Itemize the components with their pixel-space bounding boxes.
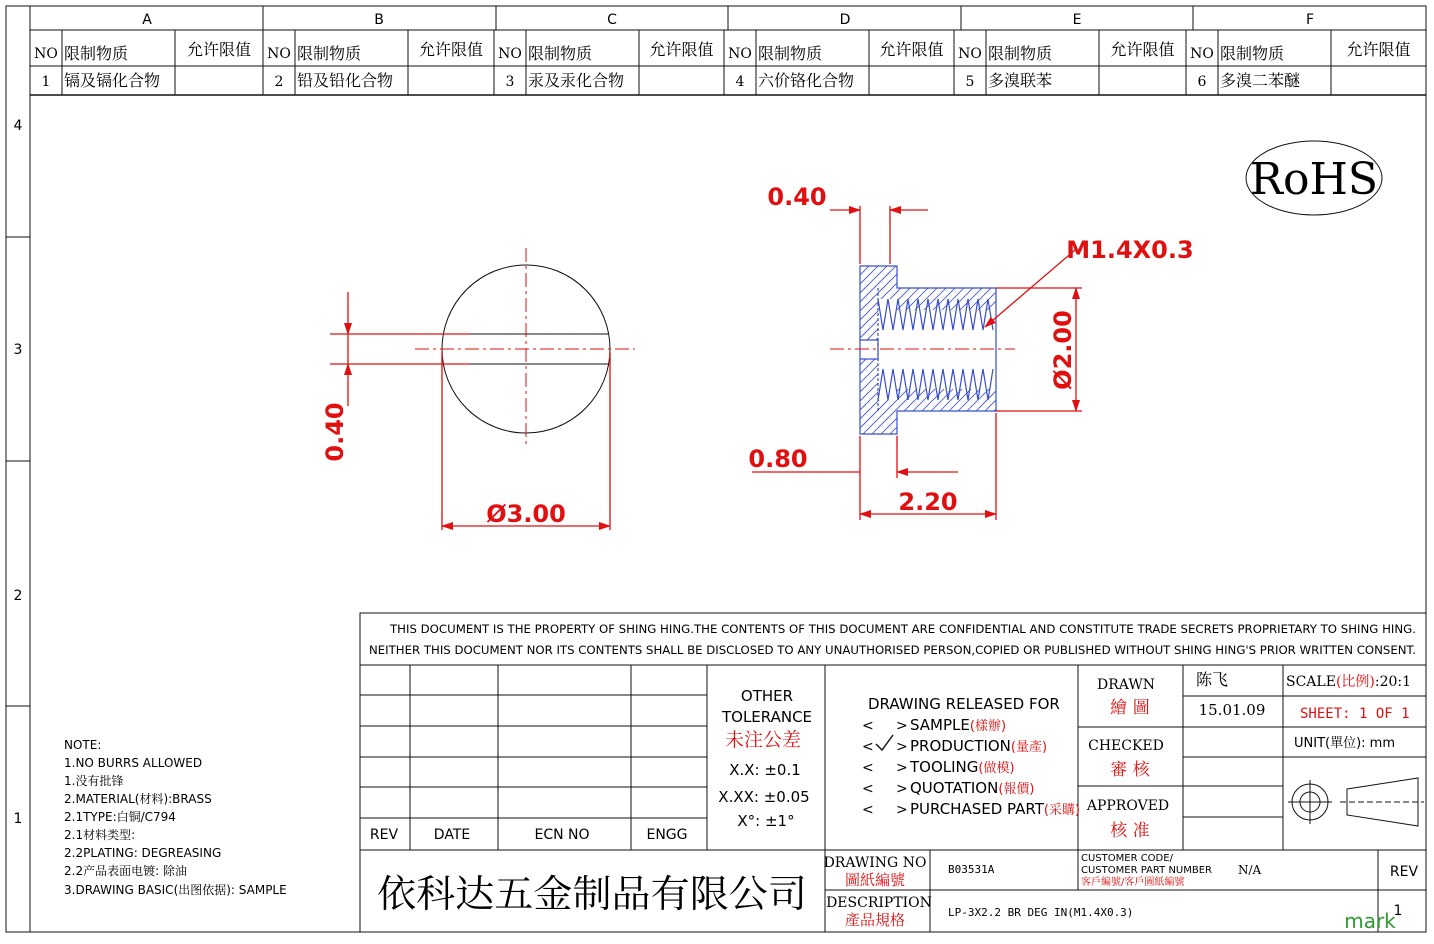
tolerance-title-1: OTHER	[740, 687, 794, 705]
front-diameter-dimension: Ø3.00	[486, 500, 566, 528]
release-bracket-open: <	[862, 760, 874, 776]
sheet-label: SHEET: 1 OF 1	[1300, 706, 1410, 722]
release-bracket-open: <	[862, 718, 874, 734]
release-item	[910, 779, 1034, 797]
drawing-no-label: DRAWING NO	[823, 855, 927, 871]
tolerance-title-cn: 未注公差	[724, 729, 802, 751]
release-item-label: SAMPLE	[910, 716, 970, 734]
table-row-substance: 六价铬化合物	[758, 71, 855, 90]
overall-length-dimension: 2.20	[898, 488, 958, 516]
tolerance-xxx: X.XX: ±0.05	[718, 788, 810, 806]
zone-label-3: 3	[13, 342, 23, 358]
customer-code-label-2: CUSTOMER PART NUMBER	[1081, 865, 1212, 876]
scale-sheet-block	[1286, 674, 1411, 751]
release-bracket-open: <	[862, 739, 874, 755]
notes	[64, 738, 287, 897]
drawn-label: DRAWN	[1097, 677, 1155, 693]
release-item	[910, 716, 1006, 734]
restricted-substances-table	[30, 66, 1426, 95]
note-line: 3.DRAWING BASIC(出图依据): SAMPLE	[64, 883, 287, 897]
table-header-no: NO	[34, 46, 58, 62]
rev-header: REV	[369, 827, 399, 843]
scale-value: :20:1	[1374, 674, 1412, 690]
tolerance-degree: X°: ±1°	[737, 812, 795, 830]
table-row-substance: 多溴二苯醚	[1220, 71, 1301, 90]
table-header-limit: 允许限值	[879, 40, 944, 59]
table-header-substance: 限制物质	[758, 44, 823, 63]
table-row-no: 2	[274, 74, 284, 90]
table-header-substance: 限制物质	[988, 44, 1053, 63]
table-row-no: 5	[965, 74, 975, 90]
table-row-substance: 汞及汞化合物	[528, 71, 625, 90]
svg-text:SCALE(比例):20:1	[1286, 674, 1411, 690]
rohs-mark	[1246, 141, 1382, 215]
description-label: DESCRIPTION	[826, 895, 932, 911]
note-line: 1.没有批锋	[64, 774, 124, 788]
zone-label-f: F	[1305, 12, 1315, 28]
tolerance-block	[718, 687, 812, 830]
description-label-cn: 產品規格	[844, 911, 906, 929]
zone-label-b: B	[374, 12, 384, 28]
tolerance-xx: X.X: ±0.1	[729, 761, 801, 779]
tolerance-title-2: TOLERANCE	[721, 708, 813, 726]
note-line: 2.1TYPE:白铜/C794	[64, 810, 176, 824]
zone-label-1: 1	[13, 811, 23, 827]
table-header-limit: 允许限值	[418, 40, 484, 59]
release-item-cn: (樣辦)	[969, 719, 1007, 734]
release-bracket-close: >	[896, 760, 908, 776]
table-row-substance: 铅及铅化合物	[297, 71, 394, 90]
table-header-limit: 允许限值	[186, 40, 252, 59]
customer-code-label-cn: 客戶編號/客戶圖紙編號	[1081, 877, 1185, 888]
approved-label: APPROVED	[1086, 798, 1170, 814]
drawn-label-cn: 繪 圖	[1110, 698, 1150, 718]
projection-symbol-icon	[1288, 778, 1424, 826]
release-item-cn: (量產)	[1010, 740, 1048, 755]
release-item	[910, 800, 1080, 818]
zone-row-labels	[14, 118, 23, 827]
table-header-no: NO	[498, 46, 522, 62]
zone-label-2: 2	[13, 588, 23, 604]
release-item-label: PURCHASED PART	[910, 800, 1044, 818]
table-header-substance: 限制物质	[64, 44, 129, 63]
rev-label: REV	[1389, 864, 1419, 880]
release-item	[909, 758, 1015, 776]
zone-label-4: 4	[13, 118, 23, 134]
release-item	[910, 737, 1047, 755]
table-row-substance: 镉及镉化合物	[64, 71, 161, 90]
thread-spec-label: M1.4X0.3	[1066, 236, 1194, 264]
disclaimer-line-2: NEITHER THIS DOCUMENT NOR ITS CONTENTS SHALL BE DISCLOSED TO ANY UNAUTHORISED PERSON,COPIED OR PUBLISHED WITHOUT SHING HING'S PRIOR WRITTEN CONSENT.	[369, 643, 1416, 657]
release-bracket-open: <	[862, 781, 874, 797]
release-item-label: PRODUCTION	[910, 737, 1011, 755]
table-header-limit: 允许限值	[649, 40, 714, 59]
rohs-label: RoHS	[1249, 154, 1379, 205]
restricted-substances-cells	[34, 30, 1410, 95]
drawing-no-value: B03531A	[948, 863, 995, 876]
head-offset-dimension: 0.80	[748, 445, 808, 473]
table-row-substance: 多溴联苯	[988, 71, 1053, 90]
section-hatching	[650, 260, 1289, 440]
release-item-label: TOOLING	[910, 758, 979, 776]
front-slot-width-dimension: 0.40	[321, 402, 349, 462]
table-header-limit: 允许限值	[1346, 40, 1411, 59]
drawn-date: 15.01.09	[1198, 701, 1266, 719]
release-items	[862, 716, 1080, 818]
zone-label-a: A	[142, 12, 152, 28]
zone-label-c: C	[607, 12, 617, 28]
disclaimer-line-1: THIS DOCUMENT IS THE PROPERTY OF SHING HING.THE CONTENTS OF THIS DOCUMENT ARE CONFIDENTIAL AND CONSTITUTE TRADE SECRETS PROPRIETARY TO SHING HING.	[388, 622, 1417, 636]
drawing-no-label-cn: 圖紙編號	[844, 871, 906, 889]
scale-label-cn: (比例)	[1335, 674, 1375, 690]
release-item-label: QUOTATION	[910, 779, 999, 797]
table-header-substance: 限制物质	[297, 44, 362, 63]
note-line: 1.NO BURRS ALLOWED	[64, 756, 203, 770]
table-header-no: NO	[1190, 46, 1214, 62]
company-block	[377, 872, 807, 916]
checked-label-cn: 審 核	[1110, 760, 1150, 780]
ecn-header: ECN NO	[534, 827, 590, 843]
thread-diameter-dimension: Ø2.00	[1049, 310, 1077, 390]
drawing-number-block	[824, 853, 1419, 933]
drawn-by: 陈飞	[1195, 670, 1229, 689]
revision-headers	[370, 827, 688, 843]
table-header-substance: 限制物质	[528, 44, 593, 63]
release-bracket-close: >	[896, 718, 908, 734]
front-view	[321, 248, 635, 530]
release-bracket-close: >	[896, 802, 908, 818]
company-name: 依科达五金制品有限公司	[377, 872, 807, 916]
release-item-cn: (報價)	[998, 782, 1035, 797]
table-header-no: NO	[958, 46, 982, 62]
table-row-no: 6	[1197, 74, 1207, 90]
note-line: 2.MATERIAL(材料):BRASS	[64, 792, 212, 806]
unit-label: UNIT(單位): mm	[1294, 736, 1395, 751]
release-bracket-close: >	[896, 781, 908, 797]
table-row-no: 1	[41, 74, 51, 90]
table-header-limit: 允许限值	[1110, 40, 1175, 59]
description-value: LP-3X2.2 BR DEG IN(M1.4X0.3)	[948, 906, 1134, 919]
check-mark-icon	[876, 735, 893, 750]
rev-value: 1	[1393, 903, 1403, 919]
side-section-view	[650, 183, 1289, 520]
side-head-thickness-dimension: 0.40	[767, 183, 827, 211]
thread-profile-bottom	[878, 369, 993, 400]
disclaimer	[369, 622, 1416, 657]
watermark: mark	[1344, 909, 1396, 933]
release-item-cn: (做模)	[978, 761, 1015, 776]
note-line: 2.2产品表面电镀: 除油	[64, 864, 187, 878]
notes-title: NOTE:	[64, 738, 102, 752]
table-header-no: NO	[728, 46, 752, 62]
approved-label-cn: 核 准	[1110, 821, 1150, 841]
table-row-no: 4	[735, 74, 745, 90]
table-header-no: NO	[267, 46, 291, 62]
release-item-cn: (采購)	[1043, 803, 1081, 818]
table-row-no: 3	[505, 74, 515, 90]
zone-label-d: D	[839, 12, 851, 28]
scale-label: SCALE	[1286, 674, 1336, 690]
date-header: DATE	[433, 827, 471, 843]
table-header-substance: 限制物质	[1220, 44, 1285, 63]
zone-label-e: E	[1072, 12, 1082, 28]
release-title: DRAWING RELEASED FOR	[868, 695, 1060, 713]
engg-header: ENGG	[646, 827, 688, 843]
release-bracket-open: <	[862, 802, 874, 818]
customer-code-label-1: CUSTOMER CODE/	[1081, 853, 1173, 864]
release-block	[862, 695, 1080, 818]
drawing-border	[6, 6, 1426, 932]
customer-code-value: N/A	[1238, 863, 1262, 877]
note-line: 2.1材料类型:	[64, 828, 136, 842]
note-line: 2.2PLATING: DEGREASING	[64, 846, 222, 860]
release-bracket-close: >	[896, 739, 908, 755]
checked-label: CHECKED	[1088, 738, 1164, 754]
